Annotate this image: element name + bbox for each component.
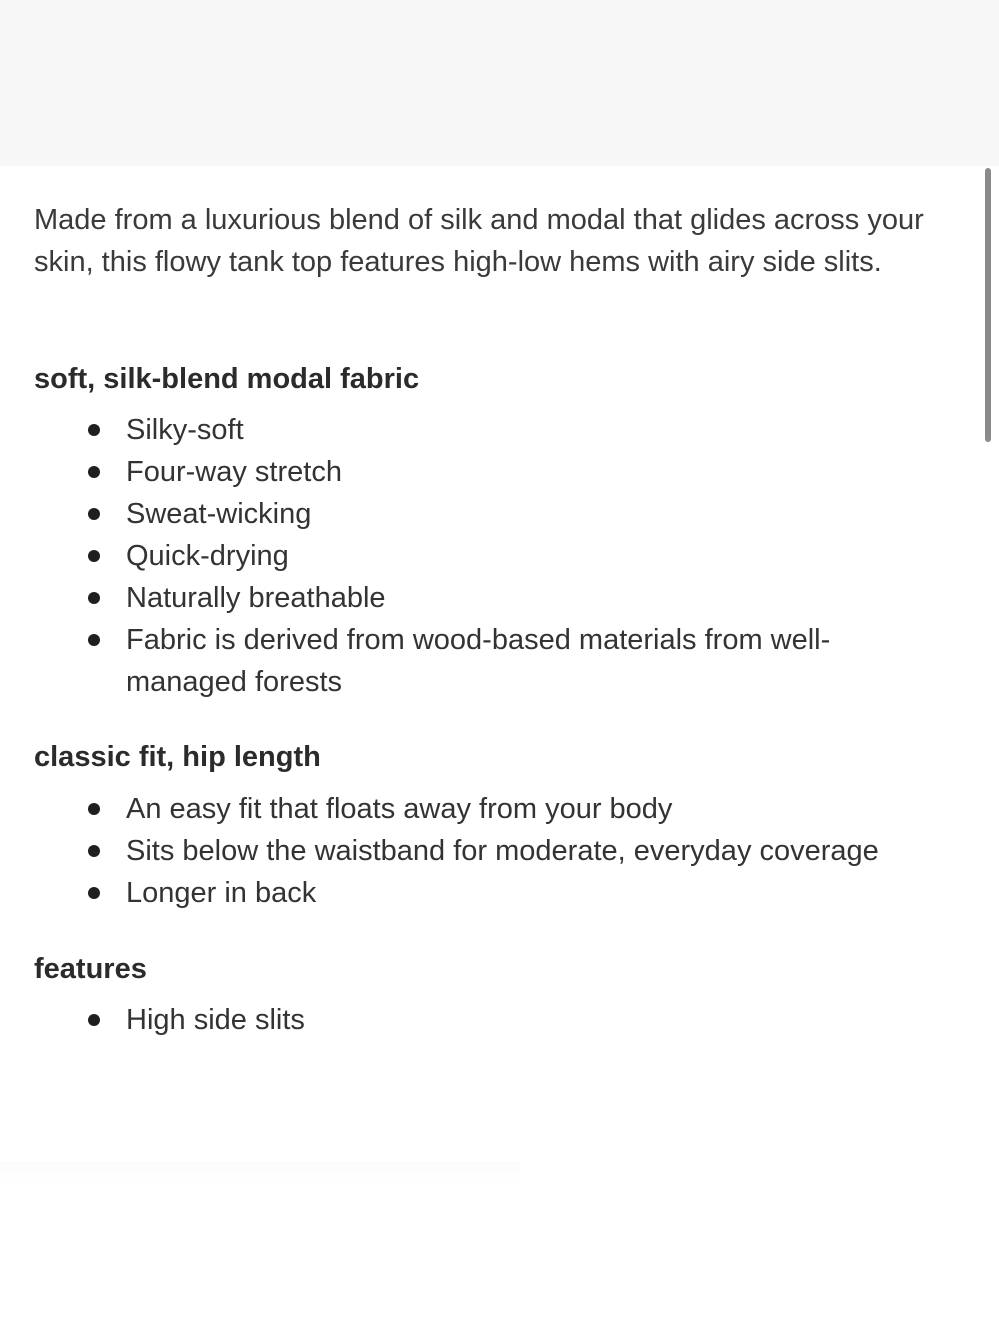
- section-heading-fabric: soft, silk-blend modal fabric: [34, 363, 420, 395]
- list-item-text: High side slits: [126, 1004, 305, 1036]
- list-item-text: Sweat-wicking: [126, 498, 312, 530]
- list-item-text: An easy fit that floats away from your body: [126, 793, 673, 825]
- list-item-text: Naturally breathable: [126, 582, 386, 614]
- bullet-dot: [88, 550, 100, 562]
- list-item: [82, 619, 942, 703]
- list-item-text: Silky-soft: [126, 414, 244, 446]
- list-item: [82, 535, 942, 577]
- list-item-text: Longer in back: [126, 877, 317, 909]
- list-item-text: Sits below the waistband for moderate, everyday coverage: [126, 835, 879, 867]
- list-item: [82, 788, 942, 830]
- scrollbar-thumb[interactable]: [985, 168, 991, 442]
- bullet-dot: [88, 845, 100, 857]
- section-heading-fit: classic fit, hip length: [34, 741, 321, 773]
- list-item: [82, 830, 942, 872]
- list-item: [82, 409, 942, 451]
- bullet-dot: [88, 508, 100, 520]
- section-heading-features: features: [34, 953, 147, 985]
- list-item: [82, 577, 942, 619]
- list-item: [82, 999, 942, 1041]
- list-item: [82, 451, 942, 493]
- bullet-dot: [88, 634, 100, 646]
- product-description: Made from a luxurious blend of silk and modal that glides across your skin, this flowy tank top features high-low hems with airy side slits.: [34, 204, 924, 278]
- fabric-bullet-list: [82, 409, 942, 703]
- bullet-dot: [88, 424, 100, 436]
- bullet-dot: [88, 803, 100, 815]
- bottom-fade: [0, 1162, 520, 1186]
- bullet-dot: [88, 1014, 100, 1026]
- list-item-text: Quick-drying: [126, 540, 289, 572]
- fit-bullet-list: [82, 788, 942, 914]
- list-item: [82, 493, 942, 535]
- product-details-panel: [0, 166, 999, 1333]
- list-item-text: Four-way stretch: [126, 456, 342, 488]
- list-item-text: Fabric is derived from wood-based materials from well-managed forests: [126, 624, 831, 698]
- bullet-dot: [88, 887, 100, 899]
- bullet-dot: [88, 592, 100, 604]
- list-item: [82, 872, 942, 914]
- features-bullet-list: [82, 999, 942, 1041]
- top-bar: [0, 0, 999, 166]
- bullet-dot: [88, 466, 100, 478]
